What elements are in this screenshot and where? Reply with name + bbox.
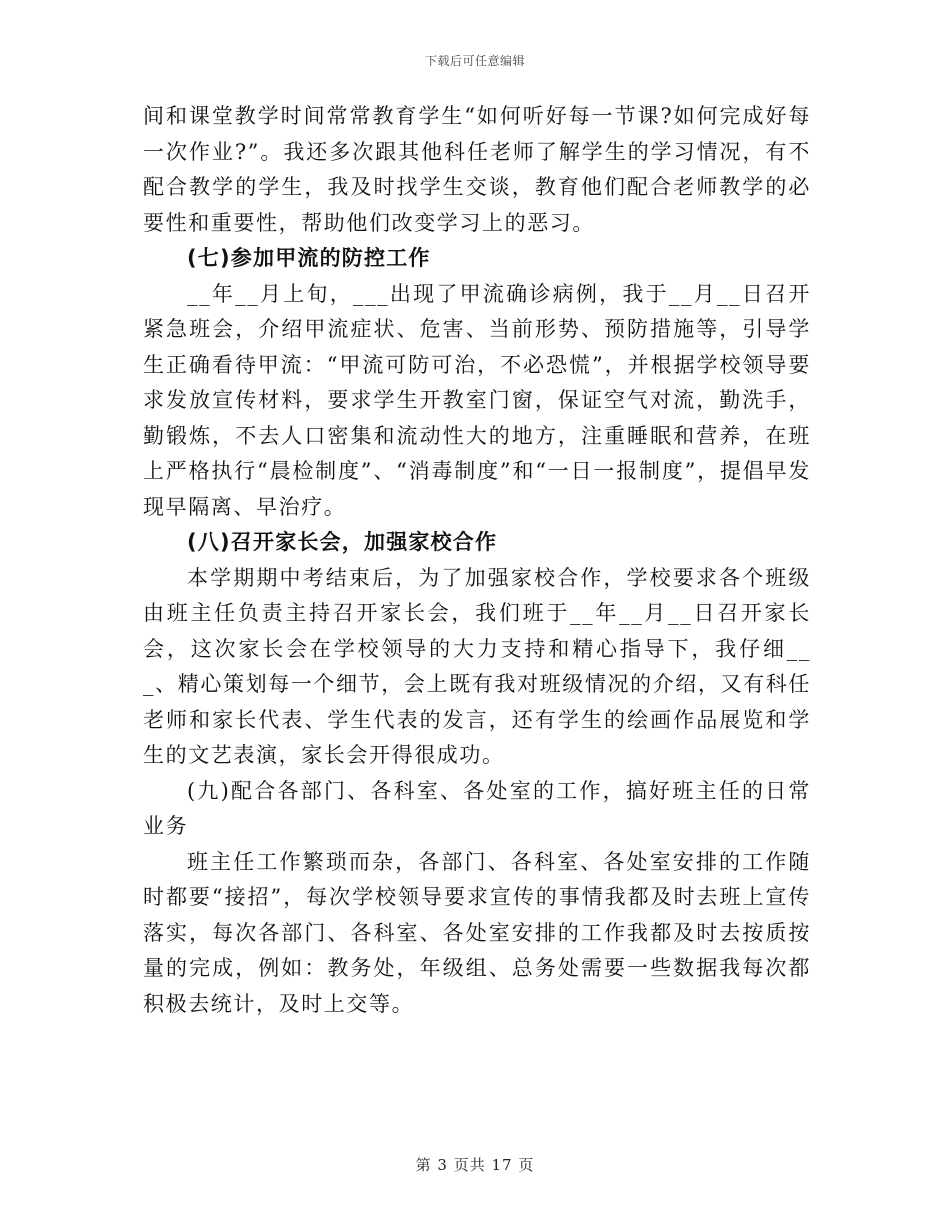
section-heading-9: (九)配合各部门、各科室、各处室的工作，搞好班主任的日常业务 (143, 778, 811, 838)
paragraph-4: 班主任工作繁琐而杂，各部门、各科室、各处室安排的工作随时都要“接招”，每次学校领导要求宣传的事情我都及时去班上宣传落实，每次各部门、各科室、各处室安排的工作我都及时去按质按量的完成，例如：教务处，年级组、总务处需要一些数据我每次都积极去统计，及时上交等。 (143, 849, 811, 1016)
paragraph-1: 间和课堂教学时间常常教育学生“如何听好每一节课?如何完成好每一次作业?”。我还多次跟其他科任老师了解学生的学习情况，有不配合教学的学生，我及时找学生交谈，教育他们配合老师教学的必要性和重要性，帮助他们改变学习上的恶习。 (143, 104, 811, 235)
page-footer: 第 3 页共 17 页 (415, 1156, 535, 1174)
page-header: 下载后可任意编辑 (424, 54, 525, 68)
section-heading-8: (八)召开家长会，加强家校合作 (187, 530, 498, 554)
paragraph-2: __年__月上旬，___出现了甲流确诊病例，我于__月__日召开紧急班会，介绍甲流症状、危害、当前形势、预防措施等，引导学生正确看待甲流：“甲流可防可治，不必恐慌”，并根据学校领导要求发放宣传材料，要求学生开教室门窗，保证空气对流，勤洗手，勤锻炼，不去人口密集和流动性大的地方，注重睡眠和营养，在班上严格执行“晨检制度”、“消毒制度”和“一日一报制度”，提倡早发现早隔离、早治疗。 (143, 281, 811, 519)
paragraph-3: 本学期期中考结束后，为了加强家校合作，学校要求各个班级由班主任负责主持召开家长会，我们班于__年__月__日召开家长会，这次家长会在学校领导的大力支持和精心指导下，我仔细___、精心策划每一个细节，会上既有我对班级情况的介绍，又有科任老师和家长代表、学生代表的发言，还有学生的绘画作品展览和学生的文艺表演，家长会开得很成功。 (143, 565, 811, 767)
section-heading-7: (七)参加甲流的防控工作 (187, 246, 431, 270)
document-body (143, 99, 811, 1022)
